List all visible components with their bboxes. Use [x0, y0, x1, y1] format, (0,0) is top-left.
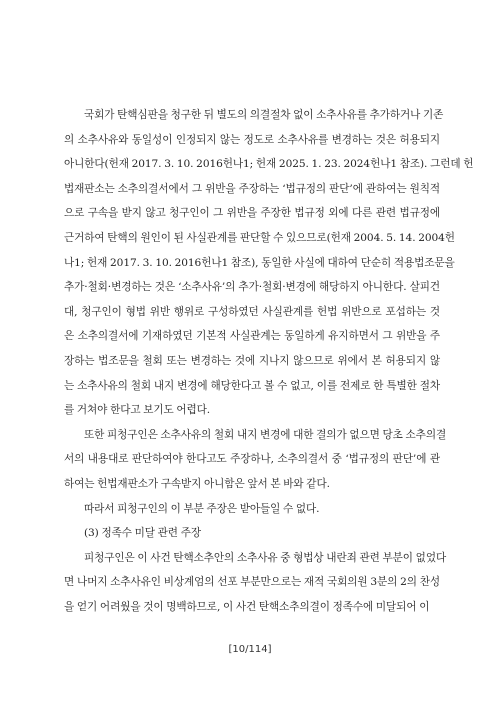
- text-line: 아니한다(헌재 2017. 3. 10. 2016헌나1; 헌재 2025. 1. 23. 2024헌나1 참조). 그런데 헌: [64, 158, 474, 171]
- text-line: 법재판소는 소추의결서에서 그 위반을 주장하는 ‘법규정의 판단’에 관하여는 원칙적: [64, 182, 440, 195]
- text-line: 하여는 헌법재판소가 구속받지 아니함은 앞서 본 바와 같다.: [64, 477, 330, 490]
- document-body: [64, 103, 474, 619]
- text-line: 따라서 피청구인의 이 부분 주장은 받아들일 수 없다.: [84, 502, 320, 515]
- text-line: 으로 구속을 받지 않고 청구인이 그 위반을 주장한 법규정 외에 다른 관련 법규정에: [64, 207, 440, 220]
- paragraph-p2: [64, 423, 447, 497]
- text-line: 근거하여 탄핵의 원인이 된 사실관계를 판단할 수 있으므로(헌재 2004. 5. 14. 2004헌: [64, 231, 455, 244]
- text-line: 피청구인은 이 사건 탄핵소추안의 소추사유 중 형법상 내란죄 관련 부분이 없었다: [84, 551, 447, 564]
- page-number: [10/114]: [228, 644, 272, 655]
- text-line: 은 소추의결서에 기재하였던 기본적 사실관계는 동일하게 유지하면서 그 위반을 주: [64, 330, 440, 343]
- text-line: 서의 내용대로 판단하여야 한다고도 주장하나, 소추의결서 중 ‘법규정의 판단’에 관: [64, 453, 440, 466]
- text-line: 의 소추사유와 동일성이 인정되지 않는 정도로 소추사유를 변경하는 것은 허용되지: [64, 133, 440, 146]
- text-line: 를 거쳐야 한다고 보기도 어렵다.: [64, 404, 211, 417]
- text-line: 추가·철회·변경하는 것은 ‘소추사유’의 추가·철회·변경에 해당하지 아니한다. 살피건: [64, 281, 440, 294]
- text-line: 면 나머지 소추사유인 비상계엄의 선포 부분만으로는 재적 국회의원 3분의 2의 찬성: [64, 576, 440, 589]
- text-line: 나1; 헌재 2017. 3. 10. 2016헌나1 참조), 동일한 사실에 대하여 단순히 적용법조문을: [64, 256, 455, 269]
- paragraph-p3: [64, 497, 440, 522]
- paragraph-p1: [64, 103, 474, 423]
- text-line: 장하는 법조문을 철회 또는 변경하는 것에 지나지 않으므로 위에서 본 허용되지 않: [64, 354, 440, 367]
- text-line: (3) 정족수 미달 관련 주장: [84, 527, 201, 540]
- text-line: 또한 피청구인은 소추사유의 철회 내지 변경에 대한 결의가 없으면 당초 소추의결: [84, 428, 447, 441]
- text-line: 대, 청구인이 형법 위반 행위로 구성하였던 사실관계를 헌법 위반으로 포섭하는 것: [64, 305, 440, 318]
- text-line: 국회가 탄핵심판을 청구한 뒤 별도의 의결절차 없이 소추사유를 추가하거나 기존: [84, 109, 444, 121]
- text-line: 을 얻기 어려웠을 것이 명백하므로, 이 사건 탄핵소추의결이 정족수에 미달되어 이: [64, 600, 430, 613]
- paragraph-p4: [64, 521, 440, 546]
- text-line: 는 소추사유의 철회 내지 변경에 해당한다고 볼 수 없고, 이를 전제로 한 특별한 절차: [64, 379, 440, 392]
- paragraph-p5: [64, 546, 447, 620]
